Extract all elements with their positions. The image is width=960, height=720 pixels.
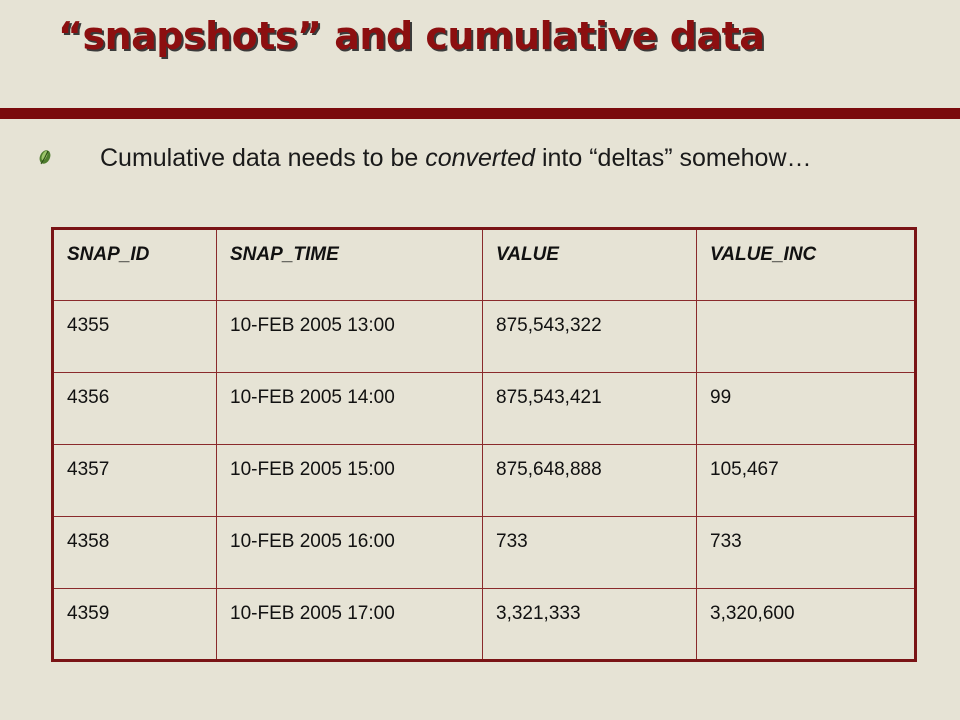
title-divider <box>0 108 960 119</box>
cell-snap-time: 10-FEB 2005 17:00 <box>217 589 483 661</box>
cell-value-inc: 3,320,600 <box>697 589 916 661</box>
table-row <box>53 589 916 661</box>
bullet-text <box>100 141 880 176</box>
column-header-snap-id: SNAP_ID <box>53 229 217 301</box>
bullet-text-emphasis: converted <box>425 144 536 172</box>
cell-value-inc: 733 <box>697 517 916 589</box>
cell-snap-id: 4359 <box>53 589 217 661</box>
snapshot-table <box>51 227 917 662</box>
cell-snap-time: 10-FEB 2005 14:00 <box>217 373 483 445</box>
cell-value-inc <box>697 301 916 373</box>
table-row <box>53 301 916 373</box>
cell-value: 875,543,421 <box>483 373 697 445</box>
cell-snap-time: 10-FEB 2005 16:00 <box>217 517 483 589</box>
cell-value-inc: 99 <box>697 373 916 445</box>
table-row <box>53 445 916 517</box>
bullet-text-part: into “deltas” somehow… <box>535 144 812 172</box>
slide-title: “snapshots” and cumulative data <box>58 14 765 58</box>
cell-snap-id: 4355 <box>53 301 217 373</box>
column-header-value-inc: VALUE_INC <box>697 229 916 301</box>
cell-snap-id: 4357 <box>53 445 217 517</box>
cell-snap-time: 10-FEB 2005 15:00 <box>217 445 483 517</box>
leaf-bullet-icon <box>36 147 54 165</box>
cell-snap-id: 4358 <box>53 517 217 589</box>
cell-snap-time: 10-FEB 2005 13:00 <box>217 301 483 373</box>
table-header-row <box>53 229 916 301</box>
cell-value: 875,543,322 <box>483 301 697 373</box>
column-header-snap-time: SNAP_TIME <box>217 229 483 301</box>
cell-value: 875,648,888 <box>483 445 697 517</box>
table-row <box>53 373 916 445</box>
table-row <box>53 517 916 589</box>
column-header-value: VALUE <box>483 229 697 301</box>
cell-value-inc: 105,467 <box>697 445 916 517</box>
bullet-text-part: Cumulative data needs to be <box>100 144 426 172</box>
cell-snap-id: 4356 <box>53 373 217 445</box>
cell-value: 3,321,333 <box>483 589 697 661</box>
cell-value: 733 <box>483 517 697 589</box>
